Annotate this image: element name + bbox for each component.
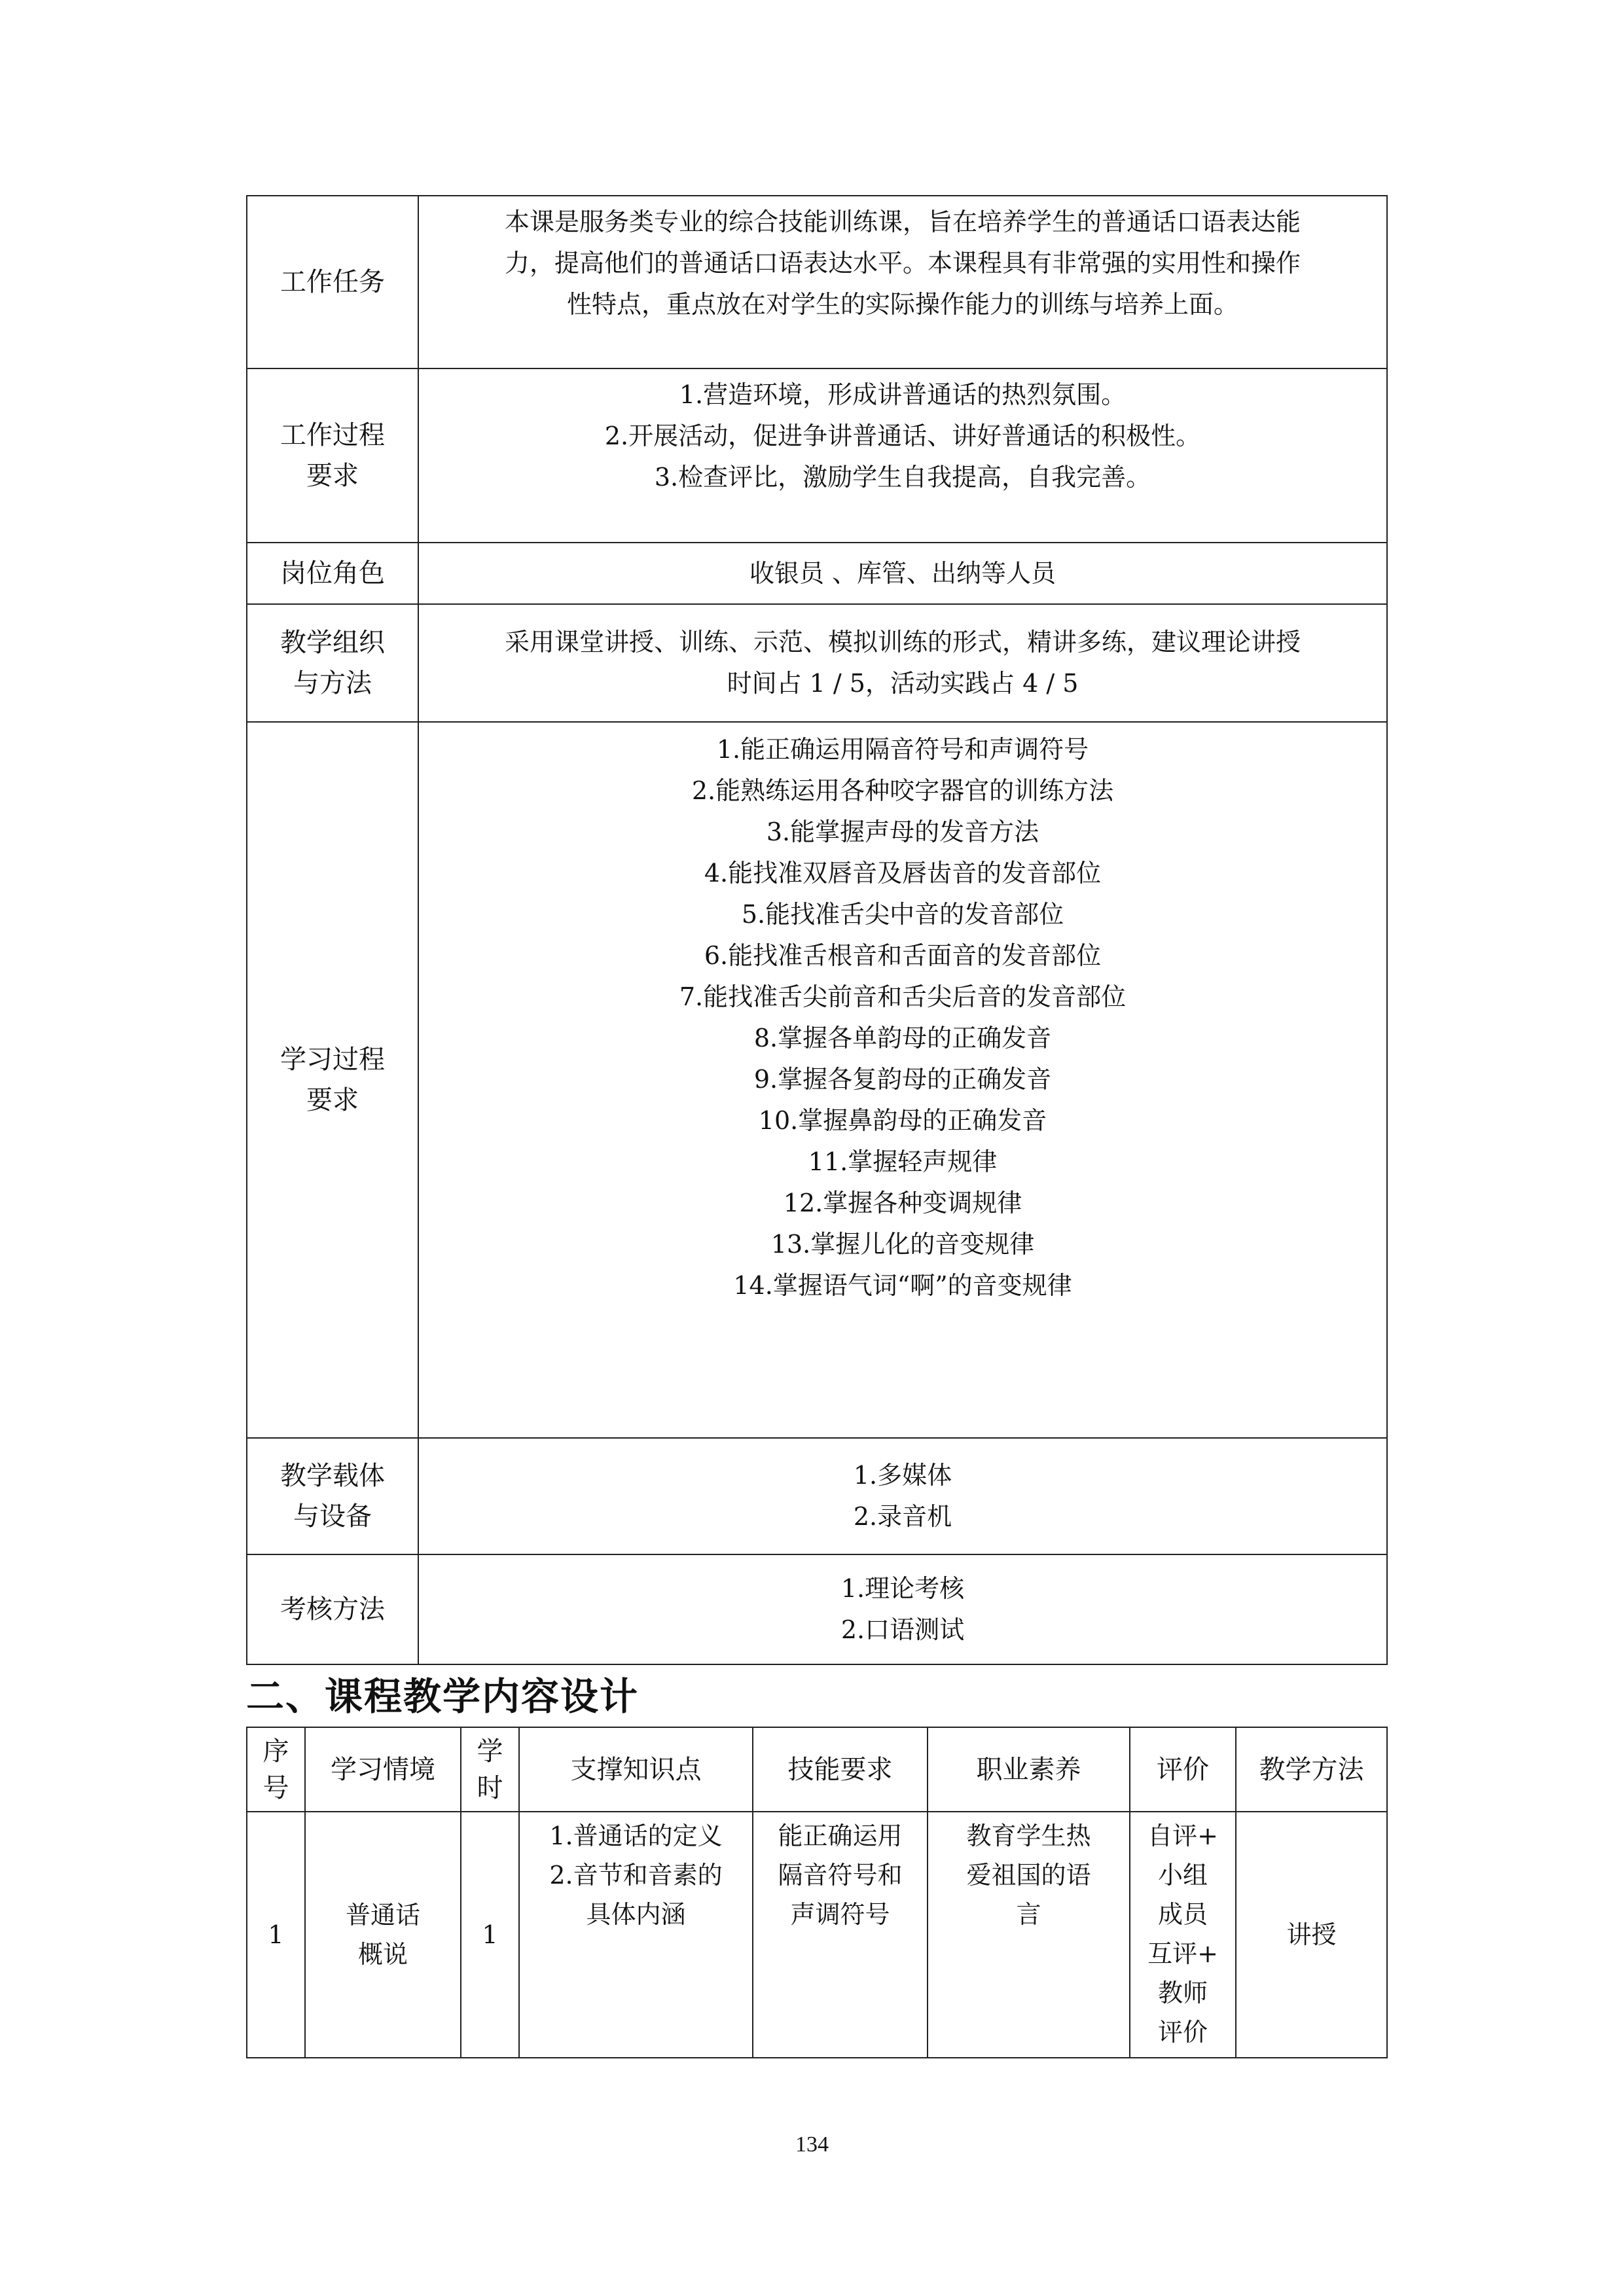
list-item: 2.口语测试 — [840, 1615, 965, 1644]
cell-seq: 1 — [247, 1812, 305, 2058]
text-line: 时间占 1 / 5，活动实践占 4 / 5 — [727, 669, 1079, 698]
cell-situation: 普通话 概说 — [305, 1812, 461, 2058]
label-line: 工作过程 — [280, 420, 385, 450]
list-item: 7.能找准舌尖前音和舌尖后音的发音部位 — [679, 982, 1127, 1011]
value-work-task — [418, 196, 1387, 368]
course-info-table — [246, 195, 1388, 1665]
value-assessment — [418, 1554, 1387, 1664]
page-number: 134 — [795, 2132, 829, 2157]
header-knowledge: 支撑知识点 — [519, 1727, 753, 1812]
list-item: 1.能正确运用隔音符号和声调符号 — [716, 735, 1089, 764]
label-learning-process — [247, 722, 418, 1438]
header-situation: 学习情境 — [305, 1727, 461, 1812]
text-line: 力，提高他们的普通话口语表达水平。本课程具有非常强的实用性和操作 — [504, 249, 1301, 278]
cell-hours: 1 — [461, 1812, 519, 2058]
label-line: 教学组织 — [280, 628, 385, 658]
row-learning-process — [247, 722, 1387, 1438]
row-teaching-equipment — [247, 1438, 1387, 1554]
table-row — [247, 1812, 1387, 2058]
row-teaching-method — [247, 604, 1387, 722]
header-hours: 学 时 — [461, 1727, 519, 1812]
label-line: 要求 — [306, 461, 359, 491]
cell-skills: 能正确运用 隔音符号和 声调符号 — [753, 1812, 928, 2058]
row-job-role — [247, 543, 1387, 604]
section-heading: 二、课程教学内容设计 — [246, 1674, 640, 1719]
value-learning-process — [418, 722, 1387, 1438]
table-header-row — [247, 1727, 1387, 1812]
header-skills: 技能要求 — [753, 1727, 928, 1812]
label-job-role: 岗位角色 — [247, 543, 418, 604]
list-item: 1.多媒体 — [853, 1461, 952, 1490]
label-work-task: 工作任务 — [247, 196, 418, 368]
list-item: 3.能掌握声母的发音方法 — [766, 817, 1039, 846]
text-line: 采用课堂讲授、训练、示范、模拟训练的形式，精讲多练，建议理论讲授 — [504, 628, 1301, 656]
value-work-process — [418, 368, 1387, 543]
text-line: 3.检查评比，激励学生自我提高，自我完善。 — [654, 463, 1151, 492]
list-item: 5.能找准舌尖中音的发音部位 — [741, 900, 1064, 929]
list-item: 14.掌握语气词“啊”的音变规律 — [733, 1271, 1072, 1300]
list-item: 12.掌握各种变调规律 — [783, 1189, 1022, 1217]
label-line: 要求 — [306, 1085, 359, 1115]
course-content-table — [246, 1727, 1388, 2058]
row-assessment — [247, 1554, 1387, 1664]
header-seq: 序 号 — [247, 1727, 305, 1812]
list-item: 6.能找准舌根音和舌面音的发音部位 — [704, 941, 1102, 970]
cell-evaluation: 自评+ 小组 成员 互评+ 教师 评价 — [1130, 1812, 1236, 2058]
list-item: 10.掌握鼻韵母的正确发音 — [758, 1106, 1047, 1135]
label-work-process — [247, 368, 418, 543]
label-line: 学习过程 — [280, 1045, 385, 1075]
list-item: 4.能找准双唇音及唇齿音的发音部位 — [704, 859, 1102, 888]
cell-method: 讲授 — [1236, 1812, 1387, 2058]
row-work-task — [247, 196, 1387, 368]
label-line: 教学载体 — [280, 1461, 385, 1491]
label-teaching-method — [247, 604, 418, 722]
header-evaluation: 评价 — [1130, 1727, 1236, 1812]
text-line: 性特点，重点放在对学生的实际操作能力的训练与培养上面。 — [566, 290, 1238, 319]
list-item: 9.掌握各复韵母的正确发音 — [753, 1065, 1052, 1094]
cell-knowledge: 1.普通话的定义 2.音节和音素的 具体内涵 — [519, 1812, 753, 2058]
label-assessment: 考核方法 — [247, 1554, 418, 1664]
text-line: 收银员 、库管、出纳等人员 — [749, 558, 1056, 588]
header-method: 教学方法 — [1236, 1727, 1387, 1812]
value-job-role — [418, 543, 1387, 604]
text-line: 2.开展活动，促进争讲普通话、讲好普通话的积极性。 — [604, 422, 1201, 450]
list-item: 2.能熟练运用各种咬字器官的训练方法 — [691, 776, 1114, 805]
list-item: 1.理论考核 — [840, 1574, 965, 1603]
label-line: 与设备 — [293, 1501, 372, 1532]
label-line: 与方法 — [293, 668, 372, 698]
cell-literacy: 教育学生热 爱祖国的语 言 — [928, 1812, 1130, 2058]
value-teaching-method — [418, 604, 1387, 722]
label-teaching-equipment — [247, 1438, 418, 1554]
text-line: 本课是服务类专业的综合技能训练课，旨在培养学生的普通话口语表达能 — [504, 207, 1301, 236]
list-item: 2.录音机 — [853, 1502, 952, 1531]
list-item: 13.掌握儿化的音变规律 — [770, 1230, 1035, 1259]
list-item: 11.掌握轻声规律 — [808, 1147, 998, 1176]
header-literacy: 职业素养 — [928, 1727, 1130, 1812]
row-work-process — [247, 368, 1387, 543]
list-item: 8.掌握各单韵母的正确发音 — [753, 1024, 1052, 1052]
value-teaching-equipment — [418, 1438, 1387, 1554]
text-line: 1.营造环境，形成讲普通话的热烈氛围。 — [679, 380, 1127, 409]
